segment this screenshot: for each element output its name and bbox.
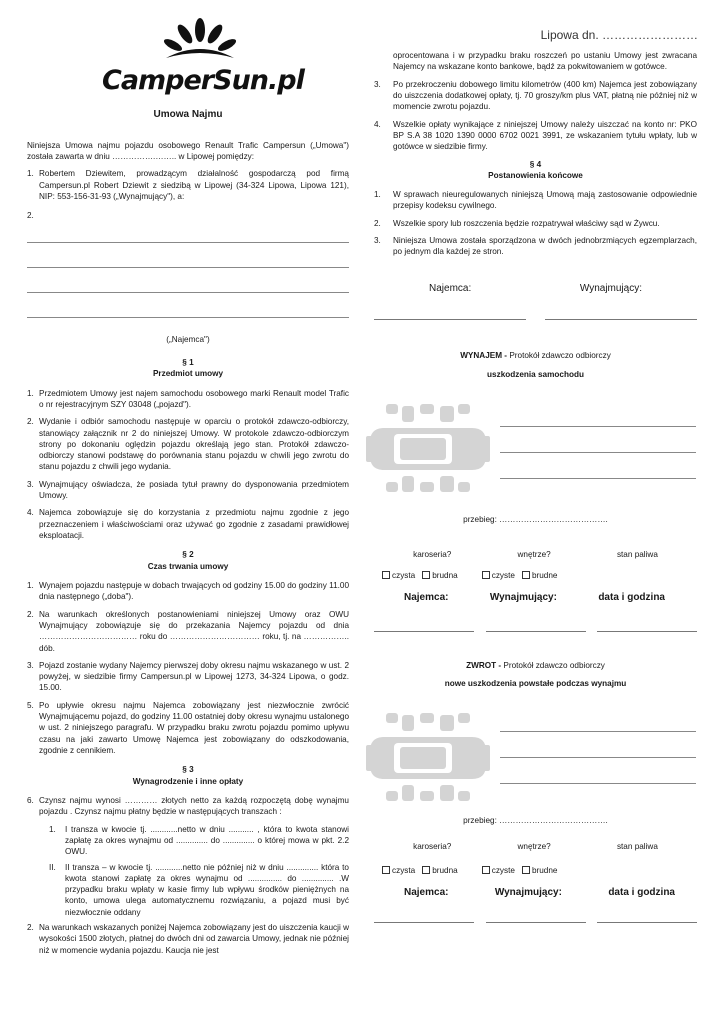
damage-notes-lines <box>500 426 696 504</box>
party-item: 2. <box>27 211 34 221</box>
clause-item: 6. Czynsz najmu wynosi ………… złotych netto za każdą rozpoczętą dobę wynajmu pojazdu . Czynsz najmu płatny będzie w następujących transzach : <box>27 795 349 817</box>
section-sign: § 4 <box>529 159 542 169</box>
checkbox-czysta[interactable]: czysta <box>382 570 415 581</box>
continued-paragraph: oprocentowana i w przypadku braku roszczeń po ustaniu Umowy jest zwracana Najemcy na wskazane konto bankowe, bądź za pokwitowaniem w gotówce. <box>393 51 697 72</box>
stan-paliwa-label: stan paliwa <box>616 841 658 851</box>
signature-line[interactable] <box>597 922 697 923</box>
protocol-signature-lines <box>374 631 697 632</box>
condition-checkboxes <box>374 865 697 876</box>
tenant-fill-lines <box>27 242 349 318</box>
section-title: Wynagrodzenie i inne opłaty <box>132 776 244 786</box>
checkbox-icon[interactable] <box>482 571 490 579</box>
wynajmujacy-signature-label: Wynajmujący: <box>579 282 642 294</box>
checkbox-icon[interactable] <box>422 866 430 874</box>
protocol-signature-lines <box>374 922 697 923</box>
car-damage-diagram <box>374 402 697 502</box>
car-damage-diagram <box>374 711 697 811</box>
mileage-field[interactable]: przebieg: …………………………………. <box>463 816 608 826</box>
document-title: Umowa Najmu <box>153 109 223 120</box>
clause-item: 2. Wszelkie spory lub roszczenia będzie rozpatrywał właściwy sąd w Żywcu. <box>374 218 660 228</box>
checkbox-czyste[interactable]: czyste <box>482 570 515 581</box>
car-outline-icon[interactable] <box>366 711 490 805</box>
najemca-signature-label: Najemca: <box>429 282 472 294</box>
stan-paliwa-label: stan paliwa <box>616 550 658 560</box>
checkbox-brudna[interactable]: brudna <box>422 570 458 581</box>
karoseria-label: karoseria? <box>413 550 452 560</box>
signature-line[interactable] <box>374 631 474 632</box>
place-date: Lipowa dn. …………………… <box>540 28 698 42</box>
sub-clause-item: 1. I transza w kwocie tj. ............netto w dniu ........... , która to kwota stanowi zapłatę za okres wynajmu od .............. do .............. o której mowa w pkt. 2.2 OWU. <box>49 824 349 857</box>
contract-signature-labels <box>374 282 697 296</box>
checkbox-czyste[interactable]: czyste <box>482 865 515 876</box>
campersun-logo <box>100 18 304 98</box>
checkbox-brudne[interactable]: brudne <box>522 570 558 581</box>
checkbox-icon[interactable] <box>482 866 490 874</box>
signature-line[interactable] <box>374 922 474 923</box>
protocol-subtitle: nowe uszkodzenia powstałe podczas wynajmu <box>444 679 627 689</box>
fill-line[interactable] <box>27 242 349 243</box>
clause-item: 5. Po upływie okresu najmu Najemca zobowiązany jest niezwłocznie zwrócić Wynajmującemu pojazd, do godziny 11.00 ostatniej doby okresu wynajmu ustalonego w ust. 2 niniejszego paragrafu. W przypadku braku zwrotu pojazdu pomimo upływu czasu na jaki zawarto Umowę Najemca jest zobowiązany do odszkodowania, zgodnie z cennikiem. <box>27 700 349 756</box>
checkbox-icon[interactable] <box>522 571 530 579</box>
clause-item: 3. Pojazd zostanie wydany Najemcy pierwszej doby okresu najmu wskazanego w ust. 2 powyżej, w siedzibie firmy Campersun.pl w Lipowej 1273, 34-324 Lipowa, o godz. 15.00. <box>27 660 349 693</box>
right-column <box>374 50 697 923</box>
protocol-signature-labels <box>374 886 697 900</box>
checkbox-icon[interactable] <box>422 571 430 579</box>
karoseria-label: karoseria? <box>413 841 452 851</box>
section-sign: § 2 <box>182 550 194 560</box>
section-title: Postanowienia końcowe <box>488 170 583 180</box>
clause-item: 3. Po przekroczeniu dobowego limitu kilometrów (400 km) Najemca jest zobowiązany do uiszczenia dodatkowej opłaty, tj. 70 groszy/km plus VAT, płatną nie później niż w momencie zwrotu pojazdu. <box>374 79 697 112</box>
protocol-title: WYNAJEM - Protokół zdawczo odbiorczy <box>460 351 611 361</box>
condition-labels <box>374 549 697 560</box>
party-item: 1. Robertem Dziewitem, prowadzącym działalność gospodarczą pod firmą Campersun.pl Robert Dziewit z siedzibą w Lipowej (34-324 Lipowa, Lipowa 121), NIP: 553-156-31-93 („Wynajmujący"), a: <box>27 169 349 202</box>
protocol-signature-labels <box>374 591 697 605</box>
clause-item: 3. Niniejsza Umowa została sporządzona w dwóch jednobrzmiących egzemplarzach, po jednym dla każdej ze stron. <box>374 236 697 257</box>
clause-item: 4. Najemca zobowiązuje się do korzystania z przedmiotu najmu zgodnie z jego przeznaczeniem i właściwościami oraz używać go zgodnie z zasadami prawidłowej eksploatacji. <box>27 508 349 541</box>
damage-note-line[interactable] <box>500 757 696 758</box>
fill-line[interactable] <box>27 267 349 268</box>
left-column <box>27 108 349 962</box>
logo-text: CamperSun.pl <box>102 65 304 96</box>
damage-note-line[interactable] <box>500 452 696 453</box>
section-sign: § 3 <box>182 765 194 775</box>
wnetrze-label: wnętrze? <box>517 550 551 560</box>
checkbox-brudna[interactable]: brudna <box>422 865 458 876</box>
date-time-label: data i godzina <box>598 592 665 604</box>
protocol-zwrot <box>374 660 697 923</box>
checkbox-icon[interactable] <box>522 866 530 874</box>
condition-labels <box>374 841 697 852</box>
wynajmujacy-signature-line[interactable] <box>545 319 697 320</box>
signature-line[interactable] <box>597 631 697 632</box>
wynajmujacy-signature-label: Wynajmujący: <box>489 592 557 604</box>
damage-note-line[interactable] <box>500 731 696 732</box>
damage-notes-lines <box>500 731 696 809</box>
wynajmujacy-signature-label: Wynajmujący: <box>494 887 562 899</box>
damage-note-line[interactable] <box>500 478 696 479</box>
clause-item: 2. Wydanie i odbiór samochodu następuje w oparciu o protokół zdawczo-odbiorczy, stanowiący załącznik nr 2 do niniejszej Umowy. W protokole zdawczo-odbiorczym strony po dokonaniu oględzin pojazdu określają jego stan. Protokół zdawczo-odbiorczy stanowi podstawę do porównania stanu pojazdu w chwili jego zwrotu do stanu pojazdu z chwili jego wydania. <box>27 417 349 472</box>
clause-item: 3. Wynajmujący oświadcza, że posiada tytuł prawny do dysponowania przedmiotem Umowy. <box>27 479 349 501</box>
wnetrze-label: wnętrze? <box>517 841 551 851</box>
car-outline-icon[interactable] <box>366 402 490 496</box>
protocol-wynajem <box>374 350 697 631</box>
damage-note-line[interactable] <box>500 783 696 784</box>
intro-paragraph: Niniejsza Umowa najmu pojazdu osobowego Renault Trafic Campersun („Umowa") została zawarta w dniu …………….…….. w Lipowej pomiędzy: <box>27 140 349 162</box>
signature-line[interactable] <box>486 631 586 632</box>
checkbox-icon[interactable] <box>382 866 390 874</box>
protocol-title: ZWROT - Protokół zdawczo odbiorczy <box>466 660 605 670</box>
clause-item: 2. Na warunkach określonych postanowieniami niniejszej Umowy oraz OWU Wynajmujący zobowiązuje się do przekazania Najemcy pojazdu od dnia ……………………………… roku do …………………………… roku, tj. na …………….. dób. <box>27 609 349 653</box>
sun-leaves-icon <box>160 18 240 64</box>
fill-line[interactable] <box>27 317 349 318</box>
clause-item: 2. Na warunkach wskazanych poniżej Najemca zobowiązany jest do uiszczenia kaucji w wysokości 1500 złotych, płatnej do dwóch dni od zawarcia Umowy, jednak nie później niż w momencie wydania pojazdu. Kaucja nie jest <box>27 923 349 955</box>
najemca-signature-label: Najemca: <box>404 592 449 604</box>
najemca-label: („Najemca") <box>166 334 210 344</box>
clause-item: 1. Wynajem pojazdu następuje w dobach trwających od godziny 15.00 do godziny 11.00 dnia następnego („doba"). <box>27 580 349 602</box>
condition-checkboxes <box>374 570 697 581</box>
section-sign: § 1 <box>182 357 194 367</box>
najemca-signature-label: Najemca: <box>404 887 449 899</box>
checkbox-czysta[interactable]: czysta <box>382 865 415 876</box>
sub-clause-item: II. II transza – w kwocie tj. ............netto nie później niż w dniu .............. która to kwota stanowi zapłatę za okres wynajmu od ............... do .............. .W przypadku braku wpłaty w kasie firmy lub wpływu środków pieniężnych na konto, umowa ulega automatycznemu rozwiązaniu, a pojazd musi być niezwłocznie oddany <box>49 862 349 917</box>
signature-line[interactable] <box>486 922 586 923</box>
date-time-label: data i godzina <box>608 887 675 899</box>
clause-item: 1. Przedmiotem Umowy jest najem samochodu osobowego marki Renault model Trafic o nr rejestracyjnym SZY 03048 („pojazd"). <box>27 388 349 409</box>
mileage-field[interactable]: przebieg: …………………………………. <box>463 515 608 525</box>
checkbox-brudne[interactable]: brudne <box>522 865 558 876</box>
checkbox-icon[interactable] <box>382 571 390 579</box>
damage-note-line[interactable] <box>500 426 696 427</box>
section-title: Przedmiot umowy <box>152 369 224 379</box>
section-title: Czas trwania umowy <box>147 561 229 571</box>
fill-line[interactable] <box>27 292 349 293</box>
clause-item: 4. Wszelkie opłaty wynikające z niniejszej Umowy należy uiszczać na konto nr: PKO BP S.A 38 1020 1390 0000 6702 0021 3991, ze wskazaniem tytułu wpłaty, lub w gotówce w siedzibie firmy. <box>374 119 697 152</box>
protocol-subtitle: uszkodzenia samochodu <box>487 369 584 379</box>
najemca-signature-line[interactable] <box>374 319 526 320</box>
contract-signature-lines <box>374 319 697 320</box>
clause-item: 1. W sprawach nieuregulowanych niniejszą Umową mają zastosowanie odpowiednie przepisy kodeksu cywilnego. <box>374 190 697 211</box>
